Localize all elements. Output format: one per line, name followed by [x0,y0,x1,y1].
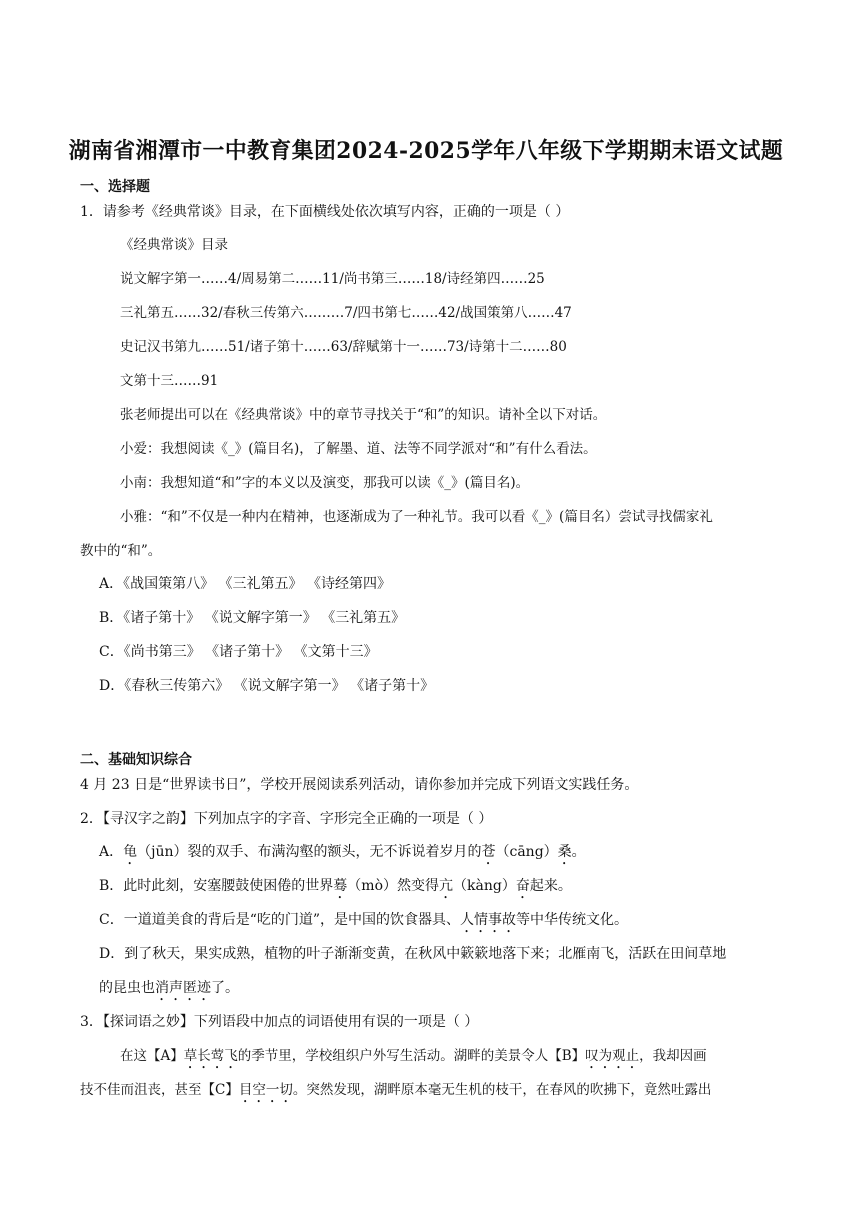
q3-text: 技不佳而沮丧，甚至【C】 [80,1082,239,1098]
q2-d-text: 的昆虫也 [99,980,155,996]
q3-passage-line [120,1047,707,1072]
q3-text: 。突然发现，湖畔原本毫无生机的枝干，在春风的吹拂下，竟然吐露出 [292,1082,712,1098]
q3-dotted-c: 目空一切 [238,1082,293,1098]
section2-intro: 4 月 23 日是“世界读书日”，学校开展阅读系列活动，请你参加并完成下列语文实践任务。 [80,777,639,793]
section-heading-knowledge: 二、基础知识综合 [80,752,192,768]
q1-option-c[interactable]: C．《尚书第三》 《诸子第十》 《文第十三》 [99,644,378,660]
q1-dialog-xiaoya: 小雅：“和”不仅是一种内在精神，也逐渐成为了一种礼节。我可以看《_》(篇目名）尝试寻找儒家礼 [120,509,713,525]
q2-c-dotted: 人情事故 [460,912,517,928]
q2-c-text: 等中华传统文化。 [516,912,629,928]
q3-dotted-b: 叹为观止 [585,1048,640,1064]
q2-b-text: （mò）然变得 [347,878,440,894]
q1-option-b[interactable]: B．《诸子第十》 《说文解字第一》 《三礼第五》 [99,610,406,626]
q2-a-text: （cāng） [495,844,558,860]
q2-stem: 2．【寻汉字之韵】下列加点字的字音、字形完全正确的一项是（ ） [80,811,493,827]
q1-option-a[interactable]: A．《战国策第八》 《三礼第五》 《诗经第四》 [99,576,392,592]
section-heading-choice: 一、选择题 [80,179,150,195]
q1-dialog-xiaonan: 小南：我想知道“和”字的本义以及演变，那我可以读《_》(篇目名)。 [120,475,530,491]
q2-a-text: A． [99,844,124,860]
q3-text: 在这【A】 [120,1048,184,1064]
q1-toc-line: 三礼第五……32/春秋三传第六………7/四书第七……42/战国策第八……47 [120,305,572,321]
q2-b-dotted: 奋 [515,878,530,894]
q2-d-dotted: 消声匿迹 [155,980,211,996]
q3-stem: 3．【探词语之妙】下列语段中加点的词语使用有误的一项是（ ） [80,1014,479,1030]
q2-a-text: （jūn）裂的双手、布满沟壑的额头，无不诉说着岁月的 [137,844,482,860]
q2-option-a[interactable] [99,843,586,868]
q2-a-dotted: 桑 [557,844,572,860]
q2-a-dotted: 苍 [481,844,496,860]
q1-dialog-xiaoya-cont: 教中的“和”。 [80,543,162,559]
q1-dialog-xiaoai: 小爱：我想阅读《_》(篇目名)，了解墨、道、法等不同学派对“和”有什么看法。 [120,441,597,457]
q3-text: 的季节里，学校组织户外写生活动。湖畔的美景令人【B】 [237,1048,586,1064]
q2-a-text: 。 [571,844,586,860]
q2-option-b[interactable] [99,877,572,902]
page-title: 湖南省湘潭市一中教育集团2024-2025学年八年级下学期期末语文试题 [68,138,784,164]
q2-option-d-cont [99,979,239,1004]
q2-b-text: （kàng） [453,878,516,894]
q3-text: ，我却因画 [639,1048,707,1064]
q1-option-d[interactable]: D．《春秋三传第六》 《说文解字第一》 《诸子第十》 [99,678,435,694]
q1-toc-line: 文第十三……91 [120,373,219,389]
q3-passage-line [80,1081,711,1106]
q2-b-dotted: 亢 [439,878,454,894]
q2-d-text: 了。 [211,980,239,996]
q2-option-c[interactable] [99,911,628,936]
q2-a-dotted: 龟 [123,844,138,860]
q2-b-text: B．此时此刻，安塞腰鼓使困倦的世界 [99,878,334,894]
q2-b-text: 起来。 [529,878,572,894]
q2-b-dotted: 蓦 [333,878,348,894]
q3-dotted-a: 草长莺飞 [183,1048,238,1064]
q1-toc-title: 《经典常谈》目录 [120,237,228,253]
q2-option-d[interactable]: D．到了秋天，果实成熟，植物的叶子渐渐变黄，在秋风中簌簌地落下来；北雁南飞，活跃在田间草地 [99,946,727,962]
q1-intro: 张老师提出可以在《经典常谈》中的章节寻找关于“和”的知识。请补全以下对话。 [120,407,607,423]
q1-toc-line: 说文解字第一……4/周易第二……11/尚书第三……18/诗经第四……25 [120,271,545,287]
q1-stem: 1．请参考《经典常谈》目录，在下面横线处依次填写内容，正确的一项是（ ） [80,204,570,220]
q1-toc-line: 史记汉书第九……51/诸子第十……63/辞赋第十一……73/诗第十二……80 [120,339,567,355]
q2-c-text: C．一道道美食的背后是“吃的门道”，是中国的饮食器具、 [99,912,461,928]
